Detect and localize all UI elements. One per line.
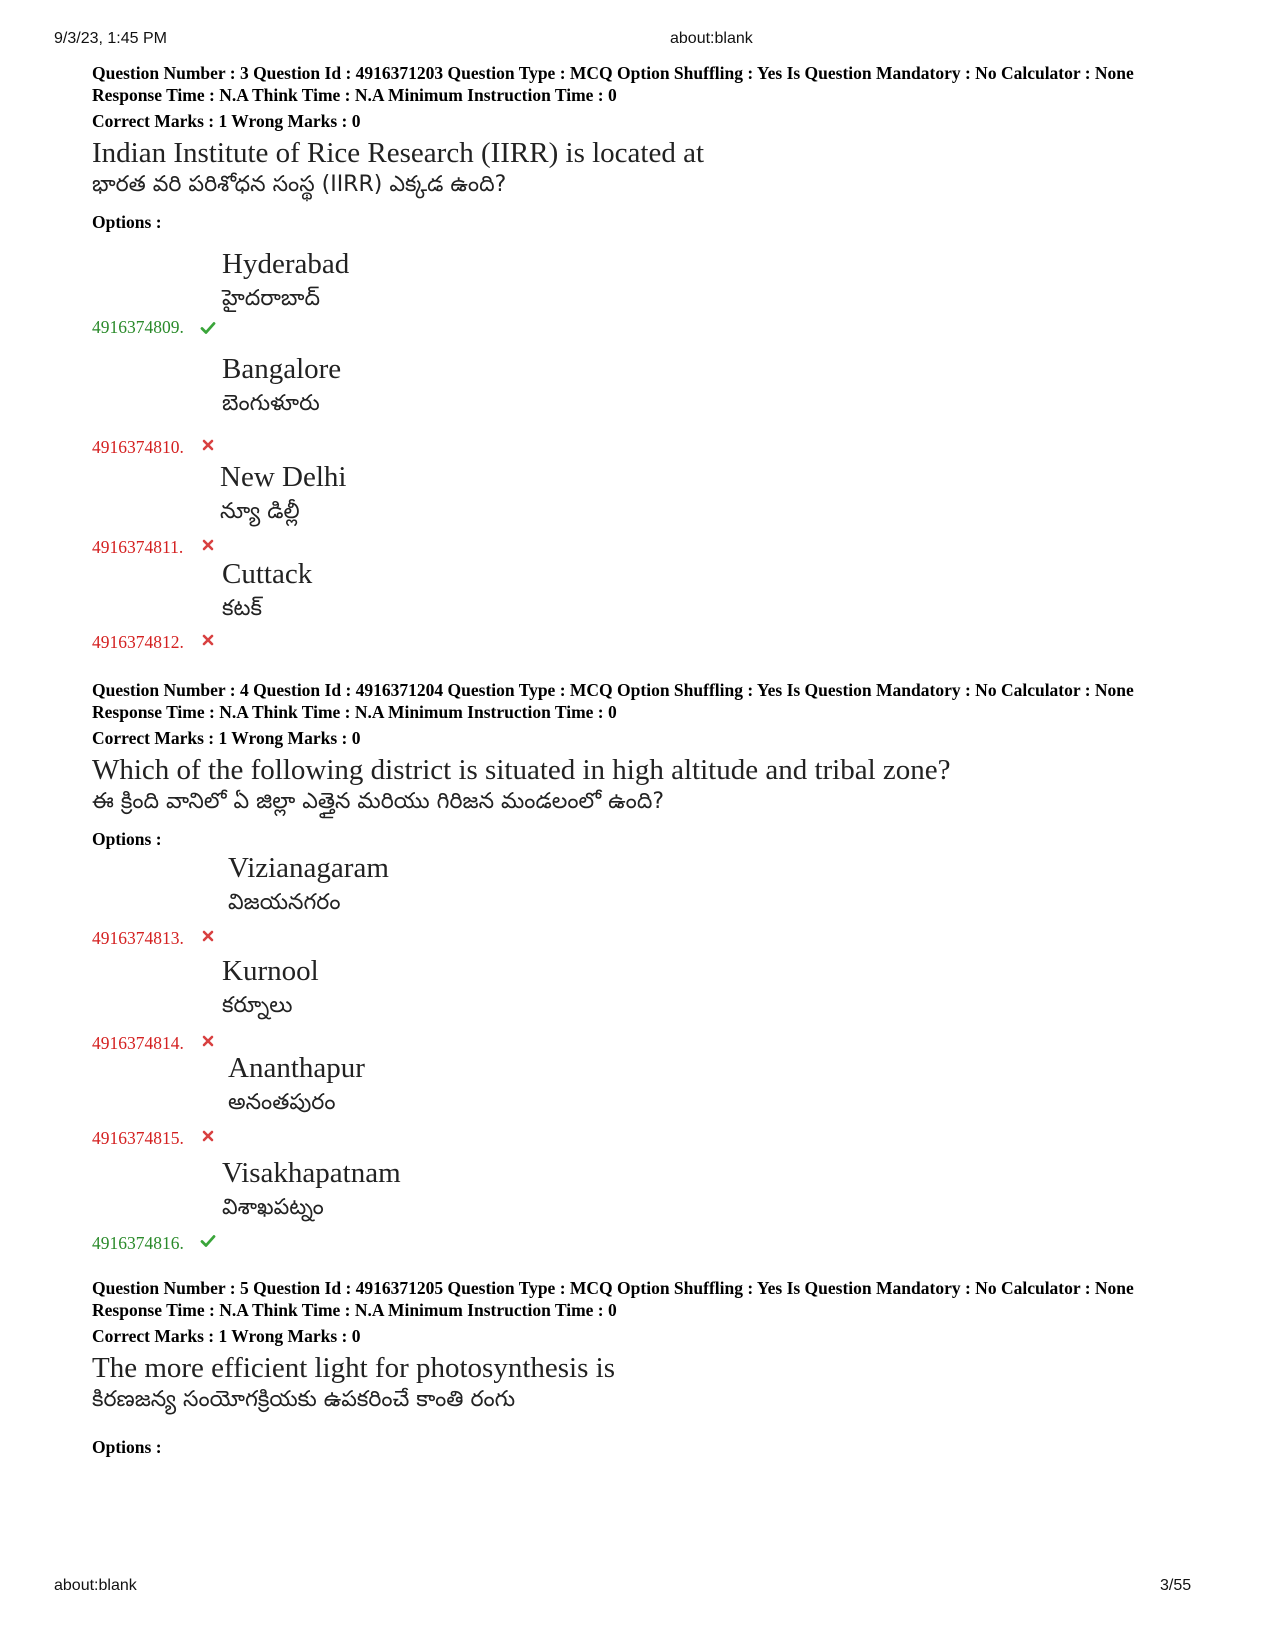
option-text-english: Kurnool — [222, 955, 319, 987]
option-item — [92, 1052, 692, 1148]
option-id: 4916374814. — [92, 1033, 184, 1053]
question-stem-telugu: ఈ క్రింది వానిలో ఏ జిల్లా ఎత్తైన మరియు గిరిజన మండలంలో ఉంది? — [92, 789, 665, 814]
option-text-telugu: హైదరాబాద్ — [222, 286, 320, 311]
option-item — [92, 1157, 692, 1253]
question-stem-english: Indian Institute of Rice Research (IIRR) is located at — [92, 137, 705, 169]
question-meta: Question Number : 3 Question Id : 4916371203 Question Type : MCQ Option Shuffling : Yes Is Question Mandatory : No Calculator : None Response Time : N.A Think Time : N.A Minimum Instruction Time : 0 — [92, 63, 1134, 105]
option-text-english: Cuttack — [222, 558, 313, 590]
option-text-english: Hyderabad — [222, 248, 350, 280]
cross-icon — [200, 437, 216, 453]
question-marks: Correct Marks : 1 Wrong Marks : 0 — [92, 728, 361, 748]
question-meta: Question Number : 4 Question Id : 4916371204 Question Type : MCQ Option Shuffling : Yes Is Question Mandatory : No Calculator : None Response Time : N.A Think Time : N.A Minimum Instruction Time : 0 — [92, 680, 1134, 722]
option-item — [92, 353, 692, 457]
option-item — [92, 852, 692, 948]
check-icon — [200, 320, 216, 336]
option-item — [92, 248, 692, 338]
print-timestamp: 9/3/23, 1:45 PM — [54, 30, 167, 47]
option-id: 4916374816. — [92, 1233, 184, 1253]
option-id: 4916374811. — [92, 537, 184, 557]
option-item — [92, 558, 692, 652]
check-icon — [200, 1233, 216, 1249]
option-text-telugu: విజయనగరం — [228, 890, 341, 915]
option-text-telugu: అనంతపురం — [228, 1090, 336, 1115]
option-id: 4916374815. — [92, 1128, 184, 1148]
cross-icon — [200, 1033, 216, 1049]
option-text-english: Ananthapur — [228, 1052, 365, 1084]
print-footer-url: about:blank — [54, 1577, 137, 1594]
option-text-english: New Delhi — [220, 461, 347, 493]
question-marks: Correct Marks : 1 Wrong Marks : 0 — [92, 111, 361, 131]
option-text-english: Vizianagaram — [228, 852, 389, 884]
options-label: Options : — [92, 829, 162, 849]
options-label: Options : — [92, 1437, 162, 1457]
option-id: 4916374813. — [92, 928, 184, 948]
cross-icon — [200, 1128, 216, 1144]
cross-icon — [200, 928, 216, 944]
option-item — [92, 461, 692, 557]
cross-icon — [200, 632, 216, 648]
option-item — [92, 955, 692, 1053]
option-text-telugu: కర్నూలు — [222, 993, 293, 1018]
question-block — [92, 1277, 1202, 1458]
question-stem-telugu: కిరణజన్య సంయోగక్రియకు ఉపకరించే కాంతి రంగు — [92, 1387, 516, 1412]
option-text-telugu: బెంగుళూరు — [222, 391, 320, 416]
print-page-title: about:blank — [670, 30, 753, 47]
option-text-telugu: కటక్ — [222, 596, 262, 621]
option-id: 4916374812. — [92, 632, 184, 652]
option-text-telugu: న్యూ డిల్లీ — [220, 499, 300, 524]
question-block — [92, 62, 1202, 233]
question-meta: Question Number : 5 Question Id : 4916371205 Question Type : MCQ Option Shuffling : Yes Is Question Mandatory : No Calculator : None Response Time : N.A Think Time : N.A Minimum Instruction Time : 0 — [92, 1278, 1134, 1320]
cross-icon — [200, 537, 216, 553]
option-id: 4916374809. — [92, 317, 184, 337]
question-block — [92, 679, 1202, 850]
option-id: 4916374810. — [92, 437, 184, 457]
option-text-english: Bangalore — [222, 353, 342, 385]
option-text-telugu: విశాఖపట్నం — [222, 1195, 324, 1220]
question-stem-english: The more efficient light for photosynthesis is — [92, 1352, 615, 1384]
question-marks: Correct Marks : 1 Wrong Marks : 0 — [92, 1326, 361, 1346]
options-label: Options : — [92, 212, 162, 232]
question-stem-english: Which of the following district is situated in high altitude and tribal zone? — [92, 754, 951, 786]
question-stem-telugu: భారత వరి పరిశోధన సంస్థ (IIRR) ఎక్కడ ఉంది? — [92, 172, 507, 197]
option-text-english: Visakhapatnam — [222, 1157, 401, 1189]
print-page-number: 3/55 — [1160, 1577, 1192, 1594]
